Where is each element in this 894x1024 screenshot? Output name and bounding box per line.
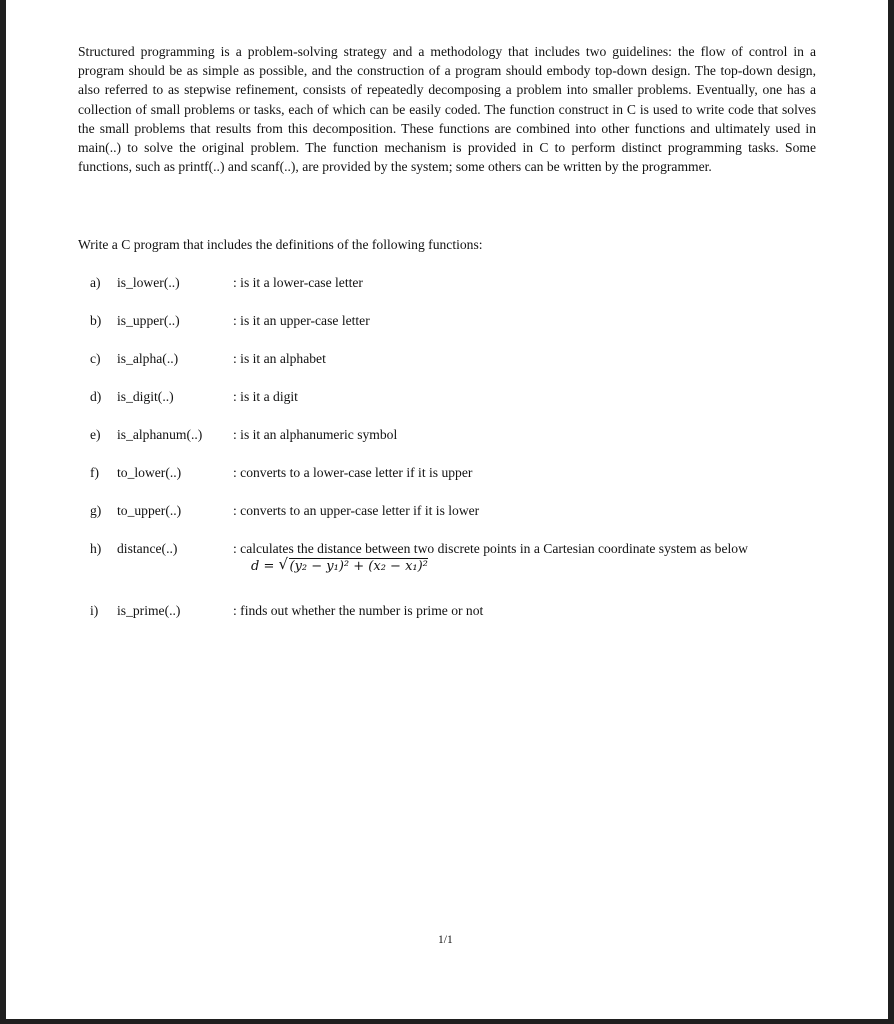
formula-radicand: (y₂ − y₁)² + (x₂ − x₁)² (289, 559, 428, 574)
function-description: : is it an alphanumeric symbol (233, 427, 398, 442)
item-label: b) (90, 313, 102, 328)
function-item-is-lower (90, 273, 820, 293)
function-item-is-upper (90, 311, 820, 331)
function-name: is_digit(..) (117, 389, 174, 404)
function-description: : calculates the distance between two discrete points in a Cartesian coordinate system as below (233, 541, 748, 556)
function-description: : finds out whether the number is prime or not (233, 603, 484, 618)
function-description: : converts to an upper-case letter if it is lower (233, 503, 480, 518)
function-name: is_prime(..) (117, 603, 181, 618)
function-description: : is it a digit (233, 389, 298, 404)
function-name: is_alphanum(..) (117, 427, 203, 442)
item-label: d) (90, 389, 102, 404)
page-number: 1/1 (438, 934, 453, 946)
function-name: distance(..) (117, 541, 178, 556)
function-name: is_upper(..) (117, 313, 180, 328)
formula-lhs: d (251, 559, 260, 574)
function-item-distance (90, 539, 820, 583)
function-description: : converts to a lower-case letter if it is upper (233, 465, 473, 480)
item-label: g) (90, 503, 102, 518)
function-name: is_lower(..) (117, 275, 180, 290)
distance-formula (251, 557, 428, 576)
square-root (279, 557, 428, 576)
document-page (6, 0, 888, 1019)
formula-equals: = (263, 559, 275, 574)
function-item-is-alphanum (90, 425, 820, 445)
item-label: f) (90, 465, 100, 480)
function-description: : is it an alphabet (233, 351, 326, 366)
item-label: e) (90, 427, 101, 442)
function-name: to_lower(..) (117, 465, 182, 480)
item-label: c) (90, 351, 101, 366)
function-description: : is it an upper-case letter (233, 313, 370, 328)
item-label: a) (90, 275, 101, 290)
function-description: : is it a lower-case letter (233, 275, 363, 290)
intro-paragraph: Structured programming is a problem-solving strategy and a methodology that includes two guidelines: the flow of control in a program should be as simple as possible, and the construction of a program should embody top-down design. The top-down design, also referred to as stepwise refinement, consists of repeatedly decomposing a problem into smaller problems. Eventually, one has a collection of small problems or tasks, each of which can be easily coded. The function construct in C is used to write code that solves the small problems that results from this decomposition. These functions are combined into other functions and ultimately used in main(..) to solve the original problem. The function mechanism is provided in C to perform distinct programming tasks. Some functions, such as printf(..) and scanf(..), are provided by the system; some others can be written by the programmer. (78, 44, 816, 175)
item-label: h) (90, 541, 102, 556)
task-prompt: Write a C program that includes the definitions of the following functions: (78, 237, 483, 252)
function-item-is-prime (90, 601, 820, 621)
item-label: i) (90, 603, 99, 618)
function-name: to_upper(..) (117, 503, 182, 518)
function-item-to-upper (90, 501, 820, 521)
function-item-is-digit (90, 387, 820, 407)
sqrt-symbol-icon: √ (278, 555, 289, 573)
function-item-is-alpha (90, 349, 820, 369)
function-name: is_alpha(..) (117, 351, 179, 366)
function-item-to-lower (90, 463, 820, 483)
